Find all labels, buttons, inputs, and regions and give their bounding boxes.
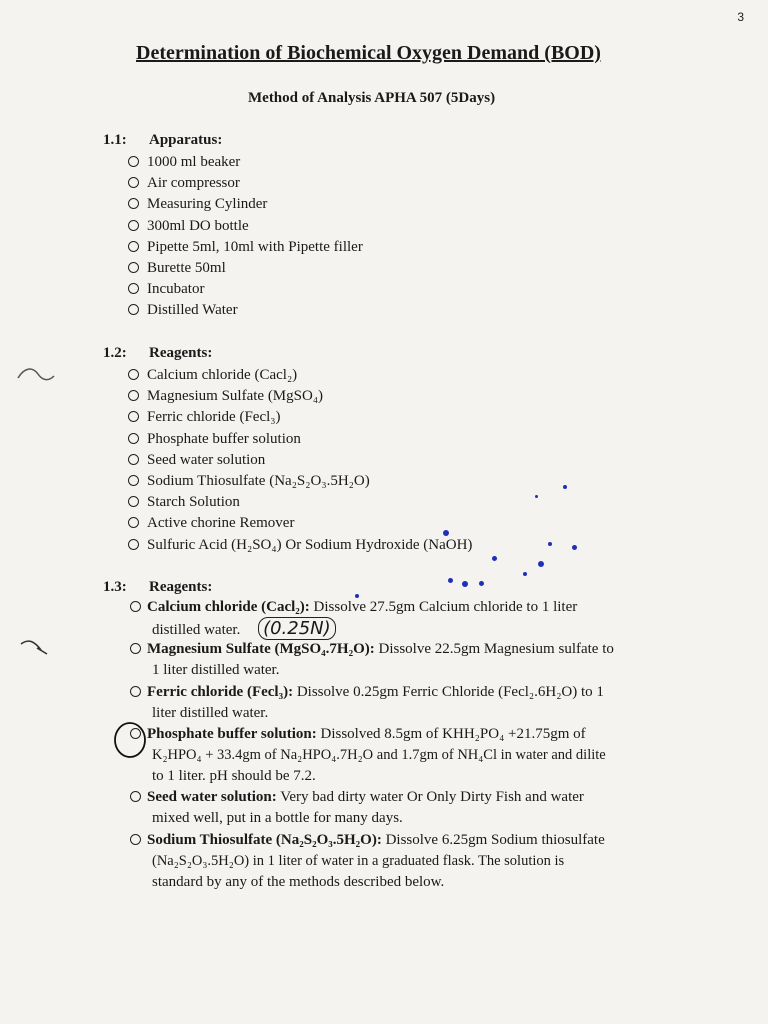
list-item: 300ml DO bottle: [128, 216, 363, 237]
list-item: 1000 ml beaker: [128, 152, 363, 173]
circle-bullet-icon: [128, 411, 139, 422]
reagent-label: Phosphate buffer solution:: [147, 726, 317, 742]
list-item: Starch Solution: [128, 492, 472, 513]
section-title: Apparatus:: [149, 132, 223, 148]
circle-bullet-icon: [128, 475, 139, 486]
reagent-entry-sodium-thiosulfate: Sodium Thiosulfate (Na₂S₂O₃.5H₂O): Dissolve 6.25gm Sodium thiosulfate (Na₂S₂O₃.5H₂O) in 1 liter of water in a graduated flask. The solution is standard by any of the methods described below.: [130, 830, 690, 893]
list-item: Seed water solution: [128, 450, 472, 471]
section-reagents-heading: [103, 345, 212, 362]
circle-bullet-icon: [130, 601, 141, 612]
list-item: Distilled Water: [128, 300, 363, 321]
margin-scribble-icon: [10, 360, 60, 390]
handwritten-annotation: (0.25N): [258, 617, 336, 640]
circle-bullet-icon: [130, 791, 141, 802]
circle-bullet-icon: [128, 198, 139, 209]
circle-bullet-icon: [128, 156, 139, 167]
list-item: Pipette 5ml, 10ml with Pipette filler: [128, 237, 363, 258]
circle-bullet-icon: [128, 539, 139, 550]
margin-scribble-icon: [15, 632, 55, 662]
page-number: 3: [737, 10, 744, 24]
reagents-list: [128, 365, 472, 556]
list-item: Active chorine Remover: [128, 513, 472, 534]
document-subtitle: Method of Analysis APHA 507 (5Days): [248, 90, 496, 106]
reagent-label: Ferric chloride (Fecl₃):: [147, 684, 294, 700]
reagent-entry-magnesium-sulfate: Magnesium Sulfate (MgSO₄.7H₂O): Dissolve 22.5gm Magnesium sulfate to 1 liter distilled water.: [130, 639, 690, 681]
circle-bullet-icon: [128, 177, 139, 188]
circle-bullet-icon: [128, 369, 139, 380]
reagent-entry-seed-water: Seed water solution: Very bad dirty water Or Only Dirty Fish and water mixed well, put in a bottle for many days.: [130, 787, 690, 829]
list-item: Ferric chloride (Fecl₃): [128, 407, 472, 428]
circled-number-icon: [112, 720, 148, 760]
reagent-entry-calcium-chloride: Calcium chloride (Cacl₂): Dissolve 27.5gm Calcium chloride to 1 liter distilled water. (0.25N): [130, 597, 690, 641]
list-item: Magnesium Sulfate (MgSO₄): [128, 386, 472, 407]
list-item: Incubator: [128, 279, 363, 300]
ink-spot: [448, 578, 453, 583]
circle-bullet-icon: [128, 454, 139, 465]
reagent-entry-phosphate-buffer: Phosphate buffer solution: Dissolved 8.5gm of KHH₂PO₄ +21.75gm of K₂HPO₄ + 33.4gm of Na₂HPO₄.7H₂O and 1.7gm of NH₄Cl in water and dilite to 1 liter. pH should be 7.2.: [130, 724, 690, 787]
ink-spot: [548, 542, 552, 546]
section-apparatus-heading: [103, 132, 222, 149]
circle-bullet-icon: [128, 517, 139, 528]
circle-bullet-icon: [128, 220, 139, 231]
section-number: 1.2:: [103, 345, 127, 361]
ink-spot: [538, 561, 544, 567]
circle-bullet-icon: [130, 834, 141, 845]
circle-bullet-icon: [128, 390, 139, 401]
reagent-label: Seed water solution:: [147, 789, 277, 805]
circle-bullet-icon: [128, 283, 139, 294]
list-item: Phosphate buffer solution: [128, 429, 472, 450]
section-title: Reagents:: [149, 579, 213, 595]
section-reagent-prep-heading: [103, 579, 212, 596]
list-item: Burette 50ml: [128, 258, 363, 279]
ink-spot: [443, 530, 449, 536]
list-item: Sodium Thiosulfate (Na₂S₂O₃.5H₂O): [128, 471, 472, 492]
section-number: 1.3:: [103, 579, 127, 595]
reagent-label: Magnesium Sulfate (MgSO₄.7H₂O):: [147, 641, 375, 657]
section-number: 1.1:: [103, 132, 127, 148]
apparatus-list: [128, 152, 363, 322]
ink-spot: [462, 581, 468, 587]
circle-bullet-icon: [128, 262, 139, 273]
reagent-label: Calcium chloride (Cacl₂):: [147, 599, 310, 615]
list-item: Air compressor: [128, 173, 363, 194]
list-item: Sulfuric Acid (H₂SO₄) Or Sodium Hydroxide (NaOH): [128, 535, 472, 556]
ink-spot: [572, 545, 577, 550]
circle-bullet-icon: [128, 496, 139, 507]
ink-spot: [355, 594, 359, 598]
document-title: Determination of Biochemical Oxygen Demand (BOD): [136, 42, 601, 64]
ink-spot: [535, 495, 538, 498]
ink-spot: [492, 556, 497, 561]
list-item: Calcium chloride (Cacl₂): [128, 365, 472, 386]
reagent-entry-ferric-chloride: Ferric chloride (Fecl₃): Dissolve 0.25gm Ferric Chloride (Fecl₂.6H₂O) to 1 liter distilled water.: [130, 682, 690, 724]
ink-spot: [479, 581, 484, 586]
section-title: Reagents:: [149, 345, 213, 361]
ink-spot: [523, 572, 527, 576]
circle-bullet-icon: [128, 241, 139, 252]
circle-bullet-icon: [128, 433, 139, 444]
circle-bullet-icon: [128, 304, 139, 315]
circle-bullet-icon: [130, 643, 141, 654]
reagent-label: Sodium Thiosulfate (Na₂S₂O₃.5H₂O):: [147, 832, 382, 848]
ink-spot: [563, 485, 567, 489]
circle-bullet-icon: [130, 686, 141, 697]
list-item: Measuring Cylinder: [128, 194, 363, 215]
